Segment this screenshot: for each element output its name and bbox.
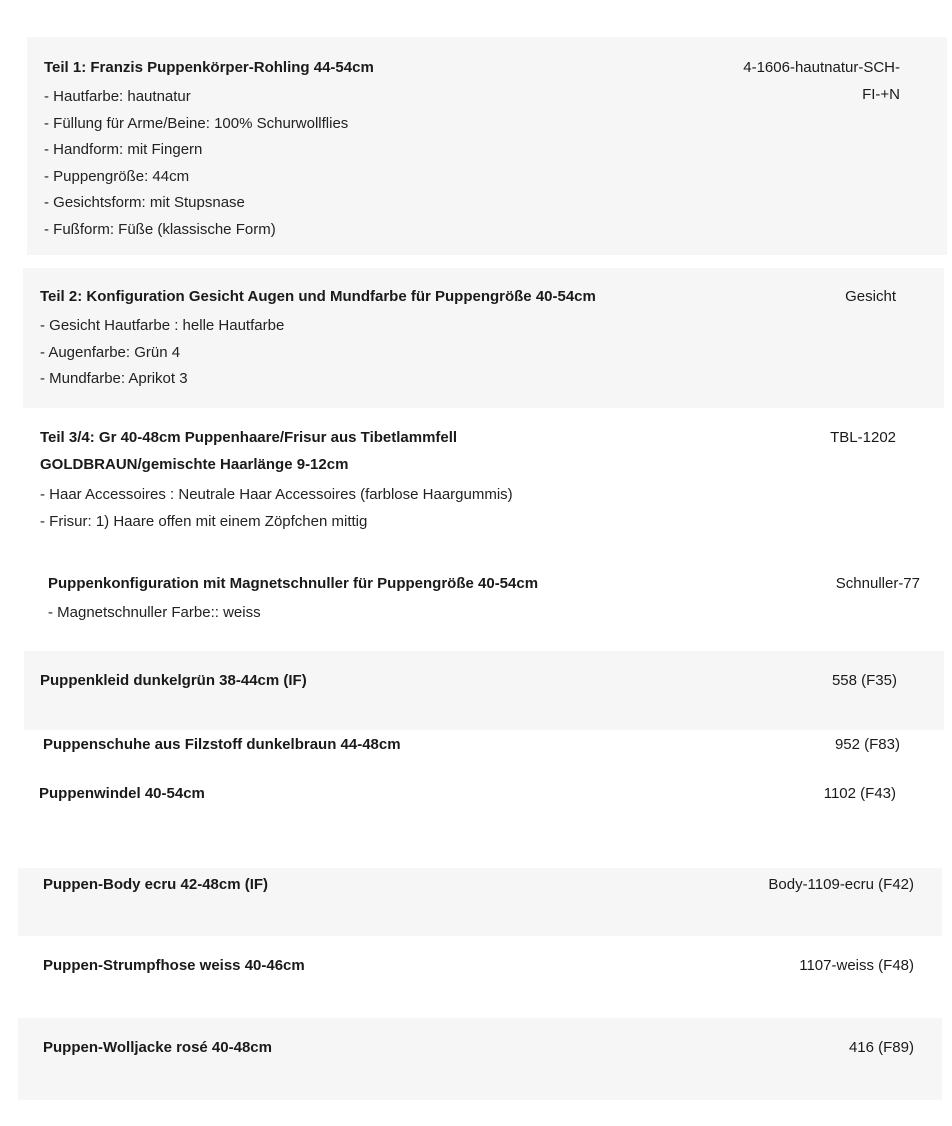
item-details	[40, 313, 284, 393]
item-sku: 558 (F35)	[831, 672, 897, 689]
order-item-3	[23, 410, 944, 550]
order-item-5	[24, 651, 944, 730]
item-sku: Gesicht	[845, 288, 896, 305]
item-title: Puppenschuhe aus Filzstoff dunkelbraun 44-48cm	[43, 736, 401, 753]
item-sku: 416 (F89)	[848, 1039, 914, 1056]
item-title: Teil 1: Franzis Puppenkörper-Rohling 44-54cm	[44, 59, 374, 76]
order-item-10	[18, 1018, 942, 1100]
order-item-9	[18, 937, 942, 1017]
order-item-6	[24, 731, 944, 779]
detail-line: - Fußform: Füße (klassische Form)	[44, 220, 276, 238]
item-details	[40, 482, 513, 535]
detail-line: - Gesicht Hautfarbe : helle Hautfarbe	[40, 317, 285, 334]
detail-line: - Hautfarbe: hautnatur	[44, 88, 191, 105]
detail-line: - Haar Accessoires : Neutrale Haar Accessoires (farblose Haargummis)	[40, 486, 513, 503]
item-details	[44, 84, 348, 243]
order-item-8	[18, 868, 942, 936]
detail-line: - Füllung für Arme/Beine: 100% Schurwollflies	[44, 114, 349, 132]
detail-line: - Magnetschnuller Farbe:: weiss	[48, 604, 261, 621]
item-title: Puppen-Body ecru 42-48cm (IF)	[43, 876, 269, 893]
item-sku: TBL-1202	[830, 429, 896, 446]
detail-line: - Frisur: 1) Haare offen mit einem Zöpfchen mittig	[40, 512, 368, 530]
item-title: Puppen-Strumpfhose weiss 40-46cm	[43, 957, 305, 974]
item-title: Teil 3/4: Gr 40-48cm Puppenhaare/Frisur aus Tibetlammfell GOLDBRAUN/gemischte Haarlänge 9-12cm	[40, 429, 458, 473]
detail-line: - Puppengröße: 44cm	[44, 167, 190, 185]
item-title: Puppenwindel 40-54cm	[39, 785, 205, 801]
detail-line: - Gesichtsform: mit Stupsnase	[44, 194, 245, 211]
detail-line: - Handform: mit Fingern	[44, 141, 203, 158]
detail-line: - Mundfarbe: Aprikot 3	[40, 370, 188, 387]
item-sku: Body-1109-ecru (F42)	[768, 876, 914, 893]
item-details	[48, 600, 261, 627]
item-title: Puppen-Wolljacke rosé 40-48cm	[43, 1039, 272, 1056]
order-item-4	[27, 556, 947, 650]
item-title: Puppenkleid dunkelgrün 38-44cm (IF)	[40, 672, 307, 689]
order-item-7	[24, 782, 944, 801]
item-sku: Schnuller-77	[835, 575, 920, 592]
order-item-1	[27, 37, 947, 255]
item-sku: 952 (F83)	[834, 736, 900, 753]
item-title: Puppenkonfiguration mit Magnetschnuller für Puppengröße 40-54cm	[48, 575, 539, 592]
item-title: Teil 2: Konfiguration Gesicht Augen und Mundfarbe für Puppengröße 40-54cm	[40, 288, 596, 305]
detail-line: - Augenfarbe: Grün 4	[40, 343, 181, 361]
item-sku: 1102 (F43)	[823, 785, 896, 801]
order-item-2	[23, 268, 944, 408]
item-sku: 4-1606-hautnatur-SCH- FI-+N	[743, 59, 900, 103]
item-sku: 1107-weiss (F48)	[799, 957, 914, 974]
